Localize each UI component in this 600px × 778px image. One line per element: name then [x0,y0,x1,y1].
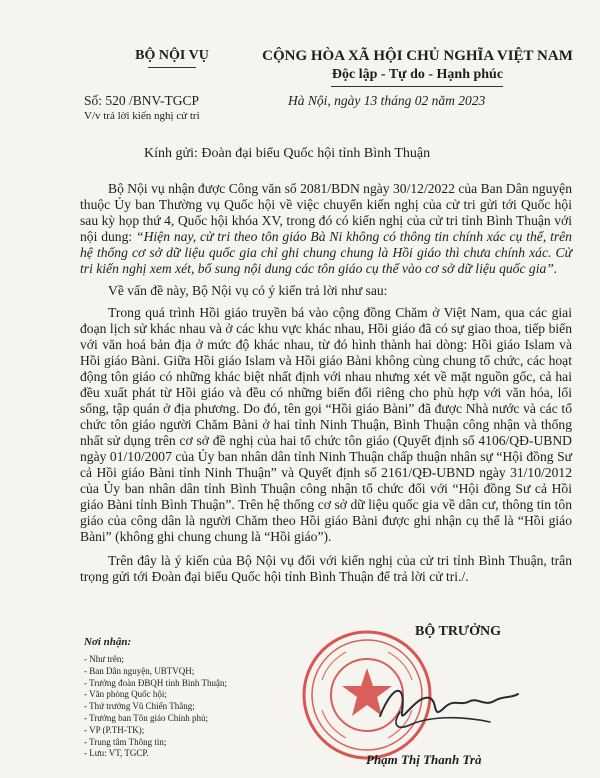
signatory-title: BỘ TRƯỞNG [415,624,501,639]
motto-underline [331,86,503,87]
recipient-item: - Trung tâm Thông tin; [84,736,167,747]
recipient-item: - Trưởng ban Tôn giáo Chính phủ; [84,712,208,723]
recipient-item: - Văn phòng Quốc hội; [84,689,167,700]
national-title: CỘNG HÒA XÃ HỘI CHỦ NGHĨA VIỆT NAM [262,48,573,64]
recipient-line: Kính gửi: Đoàn đại biểu Quốc hội tỉnh Bình Thuận [144,146,431,161]
national-motto: Độc lập - Tự do - Hạnh phúc [331,67,504,82]
organization-underline [148,67,196,68]
recipient-item: - Ban Dân nguyện, UBTVQH; [84,665,195,676]
recipients-heading: Nơi nhận: [84,636,132,648]
document-subject: V/v trả lời kiến nghị cử tri [84,110,200,122]
body-paragraph-4: Trên đây là ý kiến của Bộ Nội vụ đối với kiến nghị của cử tri tỉnh Bình Thuận, trân trọng gửi tới Đoàn đại biểu Quốc hội tỉnh Bình Thuận để trả lời cử tri./. [80,553,572,584]
paragraph-1-text: Bộ Nội vụ nhận được Công văn số 2081/BDN ngày 30/12/2022 của Ban Dân nguyện thuộc Ủy ban Thường vụ Quốc hội về việc chuyển kiến nghị của cử tri gửi tới Quốc hội sau kỳ họp thứ 4, Quốc hội khóa XV, trong đó có kiến nghị của cử tri tỉnh Bình Thuận với nội dung: [80,181,572,244]
document-number: Số: 520 /BNV-TGCP [84,93,200,108]
recipient-item: - Lưu: VT, TGCP. [84,748,149,759]
recipient-item: - Trưởng đoàn ĐBQH tỉnh Bình Thuận; [84,677,227,688]
signatory-name: Phạm Thị Thanh Trà [366,752,482,767]
recipients-list [84,654,227,760]
voter-petition-quote: “Hiện nay, cử tri theo tôn giáo Bà Ni không có thông tin chính xác cụ thể, trên hệ thống cơ sở dữ liệu quốc gia chỉ ghi chung chung là Hồi giáo thì chưa chính xác. Cử tri kiến nghị xem xét, bổ sung nội dung các tôn giáo cụ thể vào cơ sở dữ liệu quốc gia”. [80,229,572,276]
place-and-date: Hà Nội, ngày 13 tháng 02 năm 2023 [288,93,486,108]
handwritten-signature [372,672,522,742]
issuing-organization: BỘ NỘI VỤ [135,48,209,63]
body-paragraph-2: Về vấn đề này, Bộ Nội vụ có ý kiến trả lời như sau: [108,283,388,298]
body-paragraph-3: Trong quá trình Hồi giáo truyền bá vào cộng đồng Chăm ở Việt Nam, qua các giai đoạn lịch sử khác nhau và ở các khu vực khác nhau, Hồi giáo đã có sự giao thoa, tiếp biến với văn hoá bản địa ở mức độ khác nhau, từ đó hình thành hai dòng: Hồi giáo Islam và Hồi giáo Bàni. Giữa Hồi giáo Islam và Hồi giáo Bàni không cùng chung tổ chức, các hoạt động tôn giáo có những khác biệt nhất định với nhau nhưng xét về mặt nguồn gốc, cả hai đều xuất phát từ Hồi giáo và đều có những biến đổi riêng cho phù hợp với văn hóa, lối sống, tập quán ở địa phương. Do đó, tên gọi “Hồi giáo Bàni” đã được Nhà nước và các tổ chức tôn giáo người Chăm Bàni ở hai tỉnh Ninh Thuận, Bình Thuận công nhận và thống nhất sử dụng trên cơ sở đề nghị của hai tổ chức tôn giáo (Quyết định số 4106/QĐ-UBND ngày 01/10/2007 của Ủy ban nhân dân tỉnh Ninh Thuận chấp thuận nhân sự “Hội đồng Sư cả Hồi giáo Bàni tỉnh Ninh Thuận” và Quyết định số 2161/QĐ-UBND ngày 31/10/2012 của Ủy ban nhân dân tỉnh Bình Thuận công nhận tổ chức đối với “Hội đồng Sư cả Hồi giáo Bàni tỉnh Bình Thuận”. Trên hệ thống cơ sở dữ liệu quốc gia về dân cư, thông tin tôn giáo của công dân là người Chăm theo Hồi giáo Bàni được ghi nhận cụ thể là “Hồi giáo Bàni” (không ghi chung chung là “Hồi giáo”). [80,305,572,544]
recipient-item: - Thứ trưởng Vũ Chiến Thắng; [84,701,195,712]
letter-body [80,181,572,585]
recipient-item: - Như trên; [84,654,124,664]
body-paragraph-1 [80,181,572,277]
recipient-item: - VP (P.TH-TK); [84,724,145,735]
